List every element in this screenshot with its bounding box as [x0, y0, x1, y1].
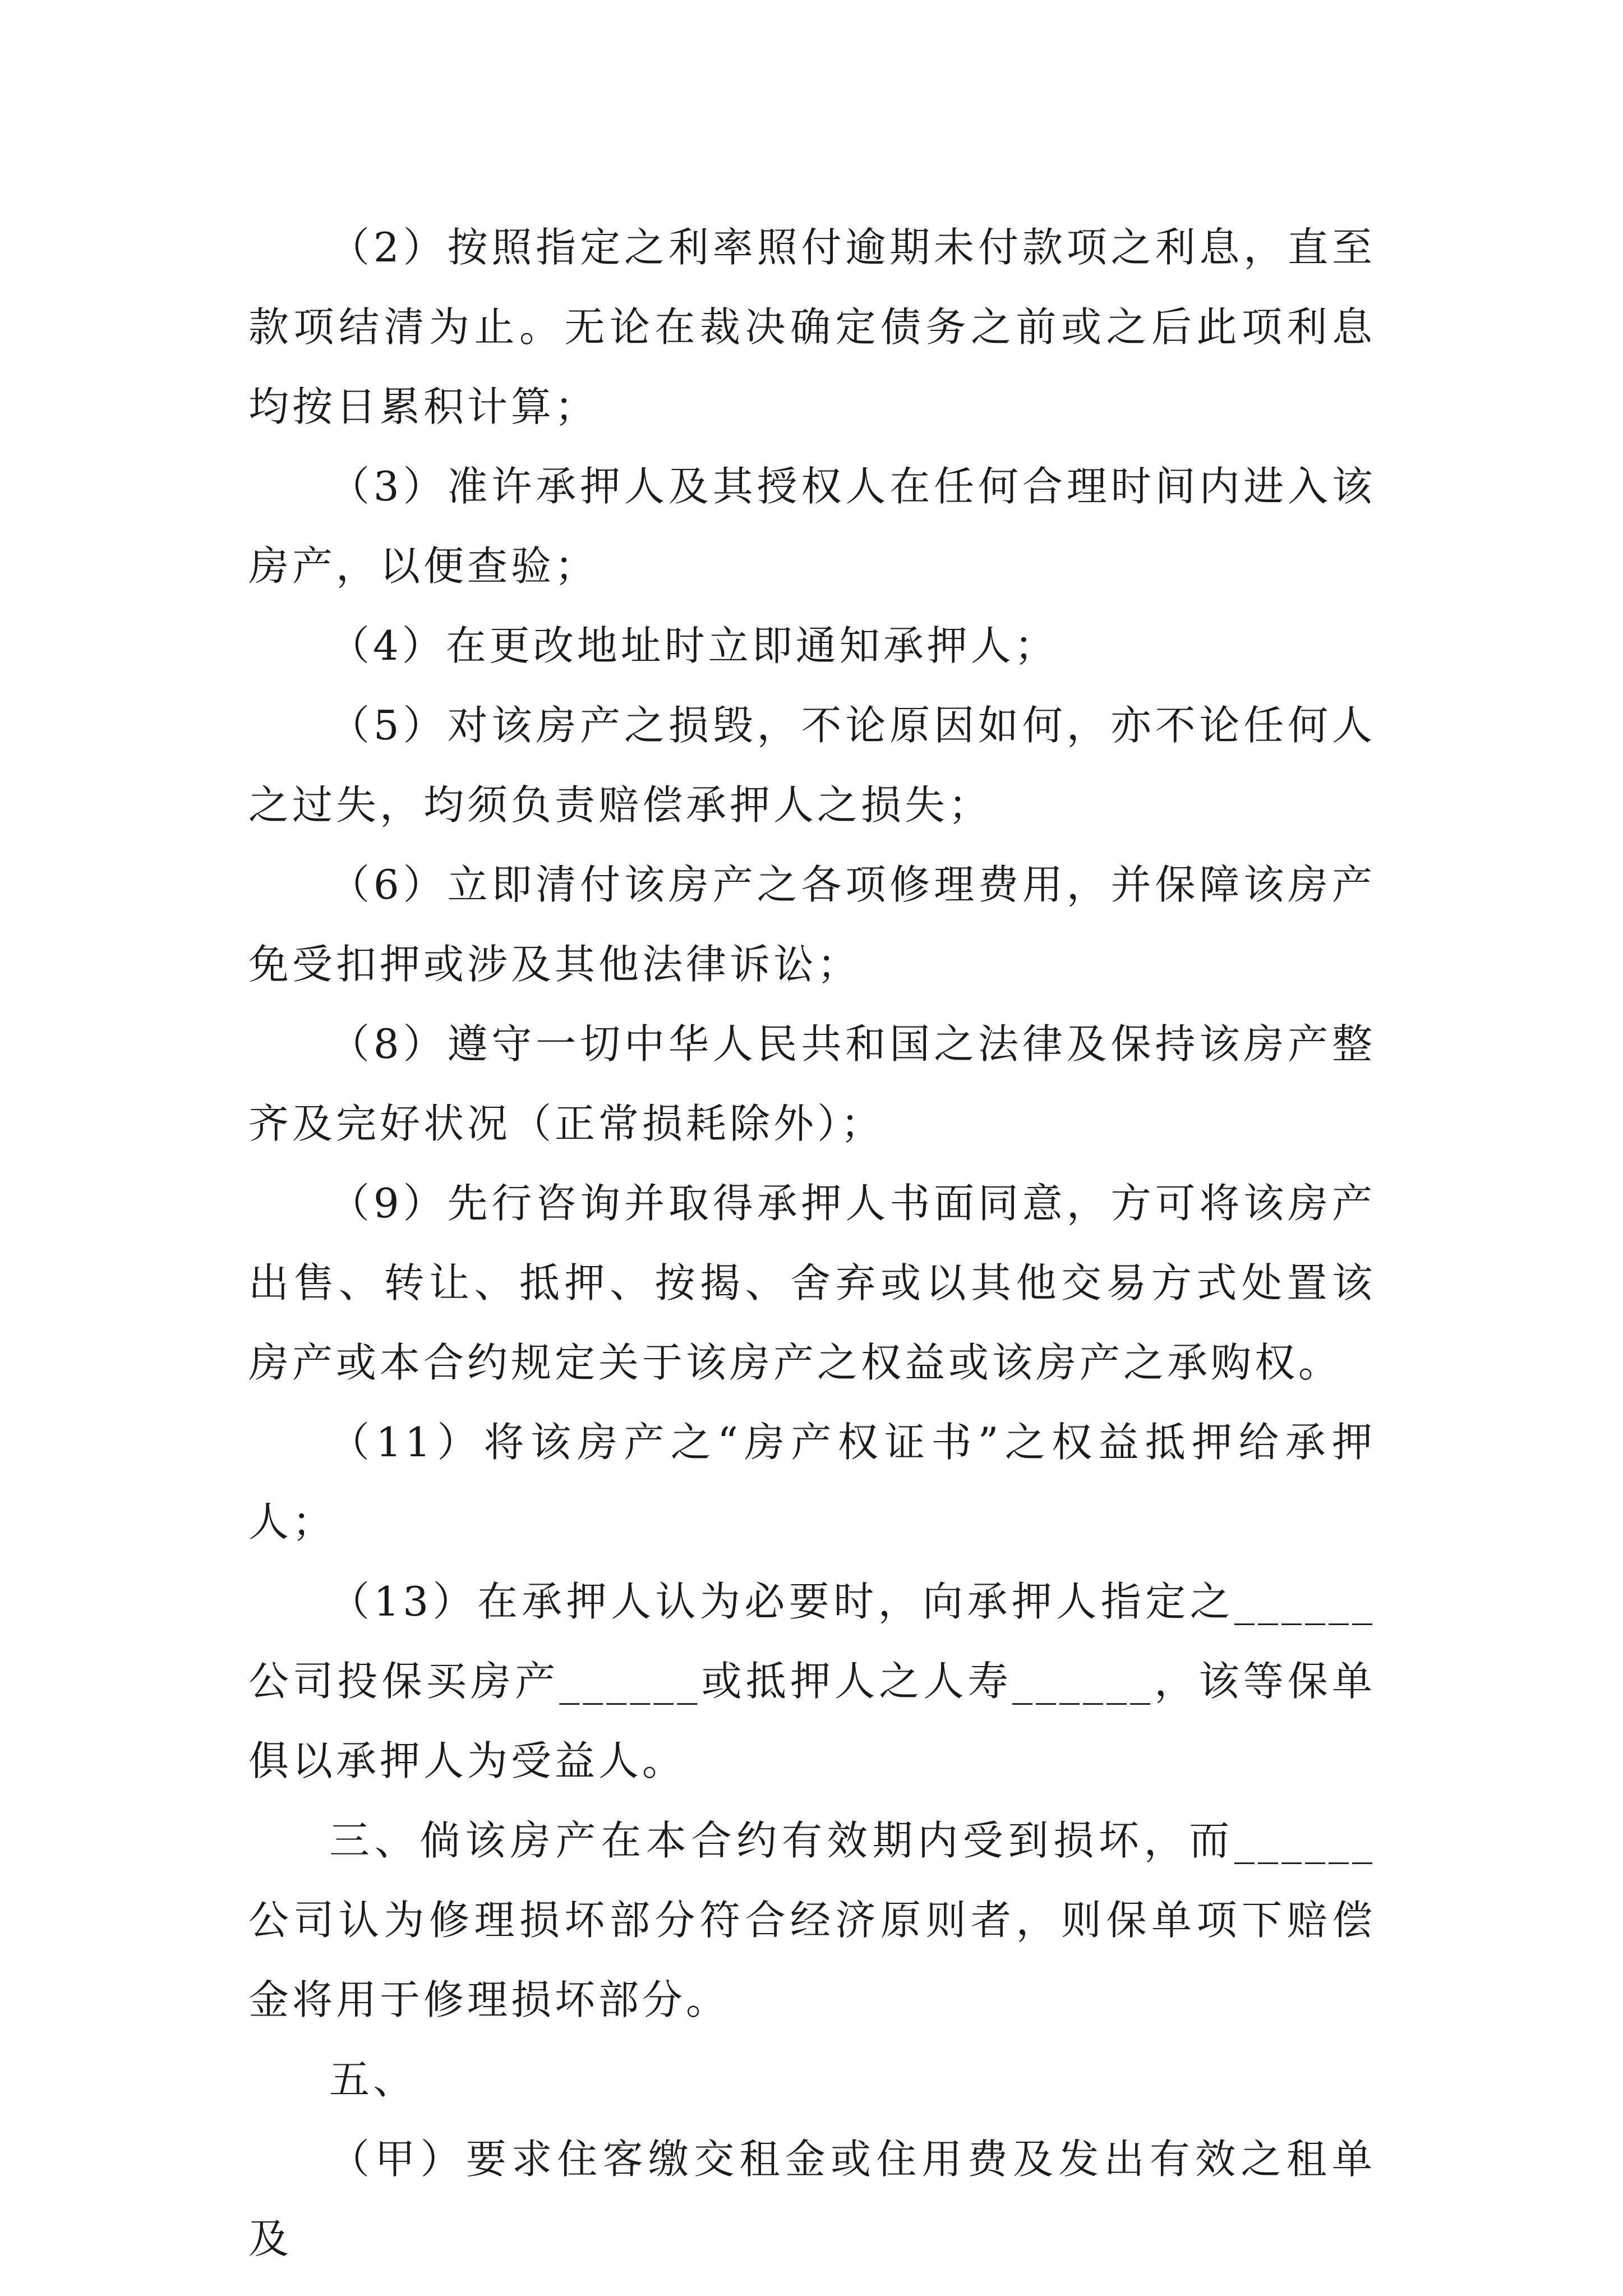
clause-8-compliance: （8）遵守一切中华人民共和国之法律及保持该房产整齐及完好状况（正常损耗除外）； [248, 1020, 1376, 1147]
section-3-damage-repair: 三、倘该房产在本合约有效期内受到损坏，而______公司认为修理损坏部分符合经济原则者，则保单项下赔偿金将用于修理损坏部分。 [248, 1817, 1376, 2023]
clause-5-damage-liability: （5）对该房产之损毁，不论原因如何，亦不论任何人之过失，均须负责赔偿承押人之损失； [248, 702, 1376, 829]
clause-4-address-change: （4）在更改地址时立即通知承押人； [329, 622, 1058, 669]
clause-9-disposal-consent: （9）先行咨询并取得承押人书面同意，方可将该房产出售、转让、抵押、按揭、舍弃或以其他交易方式处置该房产或本合约规定关于该房产之权益或该房产之承购权。 [248, 1180, 1376, 1386]
clause-13-insurance: （13）在承押人认为必要时，向承押人指定之______公司投保买房产______或抵押人之人寿______，该等保单俱以承押人为受益人。 [248, 1578, 1376, 1784]
clause-2-interest: （2）按照指定之利率照付逾期未付款项之利息，直至款项结清为止。无论在裁决确定债务之前或之后此项利息均按日累积计算； [248, 224, 1376, 430]
section-5-item-a: （甲）要求住客缴交租金或住用费及发出有效之租单及 [248, 2136, 1376, 2262]
clause-11-certificate-pledge: （11）将该房产之“房产权证书”之权益抵押给承押人； [248, 1419, 1376, 1545]
clause-3-inspection: （3）准许承押人及其授权人在任何合理时间内进入该房产，以便查验； [248, 463, 1376, 590]
document-body [248, 208, 1376, 2279]
clause-6-repair-costs: （6）立即清付该房产之各项修理费用，并保障该房产免受扣押或涉及其他法律诉讼； [248, 861, 1376, 988]
section-5-heading: 五、 [329, 2056, 417, 2103]
